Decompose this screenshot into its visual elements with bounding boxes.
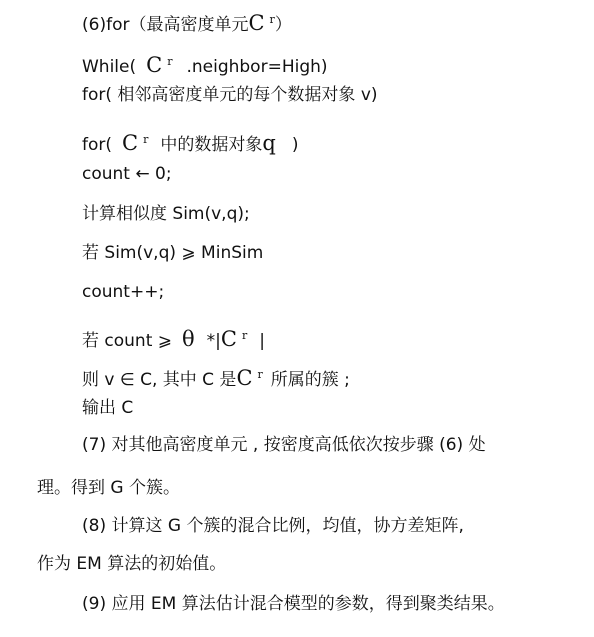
for-prefix: for( (82, 135, 113, 155)
paragraph-7-line-1: (7) 对其他高密度单元 , 按密度高低依次按步骤 (6) 处 (82, 435, 486, 455)
cell-superscript: r (269, 13, 275, 26)
if-count-middle: *| (206, 331, 221, 351)
output-line: 输出 C (82, 398, 134, 418)
cell-superscript: r (257, 368, 263, 381)
if-sim-line: 若 Sim(v,q) ⩾ MinSim (82, 243, 264, 263)
while-line (82, 54, 328, 80)
cell-symbol: C (248, 11, 265, 35)
calc-sim-line: 计算相似度 Sim(v,q); (82, 204, 250, 224)
step6-suffix: ） (274, 15, 292, 35)
for-suffix: ) (291, 135, 299, 155)
paragraph-8-line-2: 作为 EM 算法的初始值。 (37, 554, 227, 574)
cell-superscript: r (241, 329, 248, 342)
cell-symbol: C (236, 366, 253, 390)
then-line (82, 367, 350, 393)
if-count-prefix: 若 count ⩾ (82, 331, 173, 351)
theta-symbol: θ (182, 327, 195, 351)
count-init-line: count ← 0; (82, 164, 172, 184)
then-prefix: 则 v ∈ C, 其中 C 是 (82, 370, 237, 390)
for-objects-line (82, 132, 298, 158)
for-middle-text: 中的数据对象 (160, 135, 263, 155)
cell-symbol: C (146, 53, 163, 77)
for-neighbor-line: for( 相邻高密度单元的每个数据对象 v) (82, 85, 378, 105)
while-suffix: .neighbor=High) (186, 57, 328, 77)
cell-superscript: r (167, 55, 173, 68)
object-q-symbol: q (262, 131, 276, 155)
while-prefix: While( (82, 57, 137, 77)
then-suffix: 所属的簇 ; (270, 370, 350, 390)
step6-for-line (82, 12, 292, 38)
if-count-line (82, 328, 265, 354)
if-count-suffix: | (259, 331, 265, 351)
step6-prefix: (6)for（最高密度单元 (82, 15, 249, 35)
cell-symbol: C (220, 327, 237, 351)
cell-symbol: C (122, 131, 139, 155)
cell-superscript: r (143, 133, 149, 146)
paragraph-9-line-1: (9) 应用 EM 算法估计混合模型的参数，得到聚类结果。 (82, 594, 505, 614)
paragraph-7-line-2: 理。得到 G 个簇。 (37, 478, 180, 498)
paragraph-8-line-1: (8) 计算这 G 个簇的混合比例，均值，协方差矩阵, (82, 516, 464, 536)
count-inc-line: count++; (82, 282, 165, 302)
